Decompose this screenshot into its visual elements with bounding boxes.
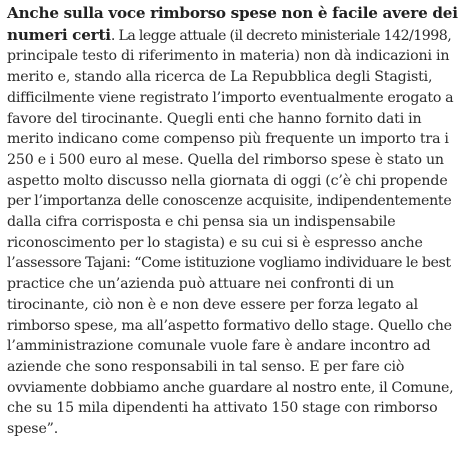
body-line-20: spese”. <box>7 421 59 438</box>
line-2 <box>7 25 453 47</box>
body-line-8: aspetto molto discusso nella giornata di oggi (c’è chi propende <box>7 172 448 189</box>
body-line-7: 250 e i 500 euro al mese. Quella del rimborso spese è stato un <box>7 151 444 168</box>
lead-text-1: Anche sulla voce rimborso spese non è facile avere dei <box>7 4 458 22</box>
body-line-16: l’amministrazione comunale vuole fare è andare incontro ad <box>7 338 431 355</box>
body-line-9: per l’importanza delle conoscenze acquisite, indipendentemente <box>7 193 452 210</box>
body-line-12: l’assessore Tajani: “Come istituzione vogliamo individuare le best <box>7 255 451 272</box>
article-paragraph <box>7 3 458 440</box>
body-line-3: merito e, stando alla ricerca de La Repubblica degli Stagisti, <box>7 69 433 86</box>
body-line-1: . La legge attuale (il decreto ministeriale 142/1998, <box>110 27 452 44</box>
body-line-2: principale testo di riferimento in materia) non dà indicazioni in <box>7 48 450 65</box>
lead-text-2: numeri certi <box>7 25 111 44</box>
body-line-13: practice che un’azienda può attuare nei confronti di un <box>7 276 395 293</box>
body-line-4: difficilmente viene registrato l’importo eventualmente erogato a <box>7 89 454 106</box>
body-line-19: che su 15 mila dipendenti ha attivato 150 stage con rimborso <box>7 400 438 417</box>
body-line-6: merito indicano come compenso più frequente un importo tra i <box>7 131 449 148</box>
body-line-15: rimborso spese, ma all’aspetto formativo dello stage. Quello che <box>7 317 452 334</box>
body-line-5: favore del tirocinante. Quegli enti che hanno fornito dati in <box>7 110 422 127</box>
body-line-18: ovviamente dobbiamo anche guardare al nostro ente, il Comune, <box>7 379 454 396</box>
line-1 <box>7 3 458 25</box>
body-line-11: riconoscimento per lo stagista) e su cui si è espresso anche <box>7 234 423 251</box>
body-line-10: dalla cifra corrisposta e chi pensa sia un indispensabile <box>7 214 396 231</box>
body-line-17: aziende che sono responsabili in tal senso. E per fare ciò <box>7 358 405 375</box>
body-line-14: tirocinante, ciò non è e non deve essere per forza legato al <box>7 296 419 313</box>
